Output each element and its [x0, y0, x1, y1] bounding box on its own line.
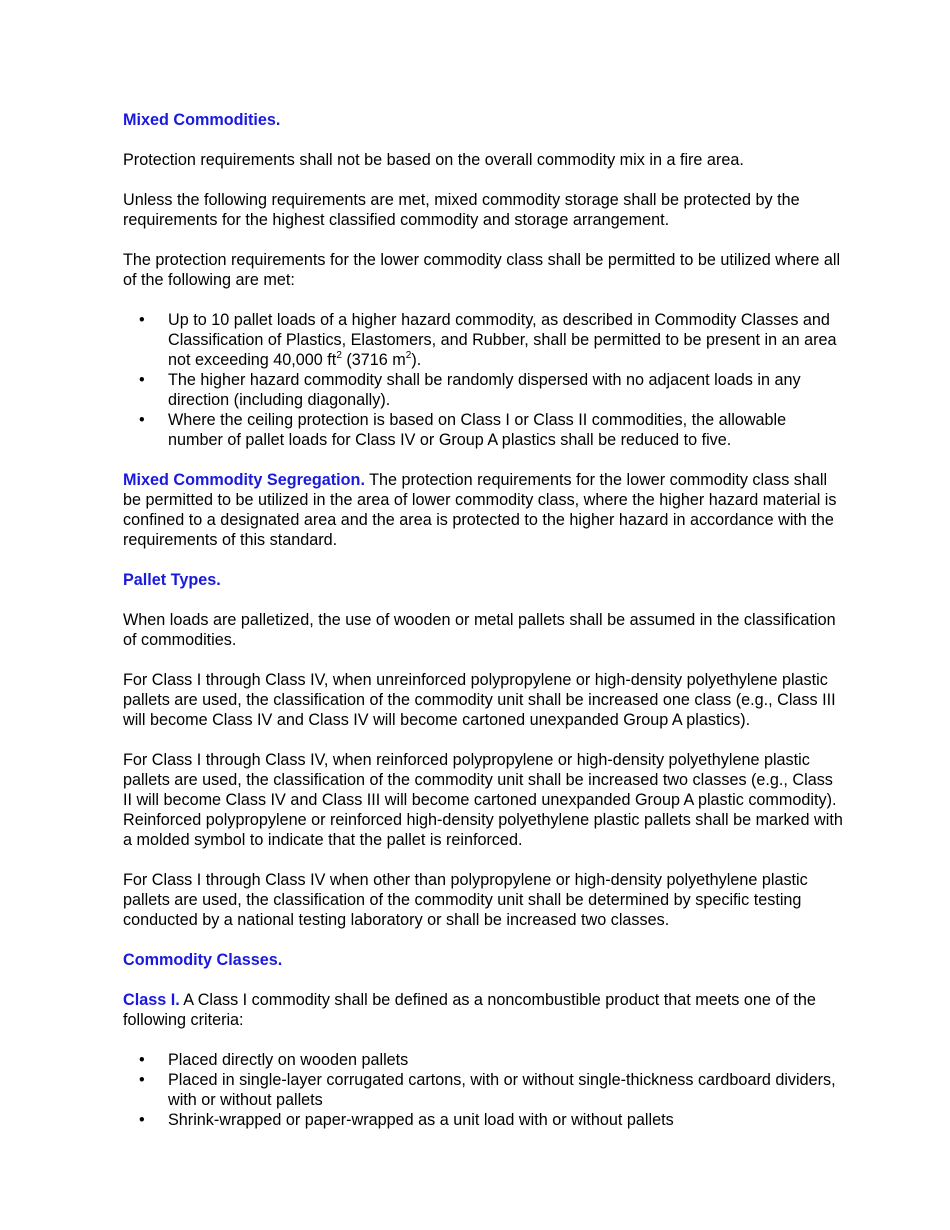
superscript: 2: [405, 349, 412, 361]
paragraph-mix-basis: Protection requirements shall not be based on the overall commodity mix in a fire area.: [123, 151, 744, 169]
paragraph-palletized: When loads are palletized, the use of wooden or metal pallets shall be assumed in the classification of commodities.: [123, 611, 836, 649]
class-1-criteria-list: [123, 1050, 843, 1130]
list-item: • Shrink-wrapped or paper-wrapped as a unit load with or without pallets: [123, 1110, 843, 1130]
list-item-text: ).: [411, 351, 422, 369]
list-item: • The higher hazard commodity shall be randomly dispersed with no adjacent loads in any direction (including diagonally).: [123, 370, 843, 410]
segregation-text: The protection requirements for the lower commodity class shall be permitted to be utilized in the area of lower commodity class, where the higher hazard material is confined to a designated area and the area is protected to the higher hazard in accordance with the requirements of this standard.: [123, 471, 837, 549]
paragraph-highest-class: Unless the following requirements are met, mixed commodity storage shall be protected by the requirements for the highest classified commodity and storage arrangement.: [123, 191, 800, 229]
heading-commodity-classes: Commodity Classes.: [123, 951, 283, 969]
paragraph-unreinforced-pallets: For Class I through Class IV, when unreinforced polypropylene or high-density polyethylene plastic pallets are used, the classification of the commodity unit shall be increased one class (e.g., Class III will become Class IV and Class IV will become cartoned unexpanded Group A plastics).: [123, 671, 836, 729]
list-item: • Where the ceiling protection is based on Class I or Class II commodities, the allowable number of pallet loads for Class IV or Group A plastics shall be reduced to five.: [123, 410, 843, 450]
conditions-list: [123, 310, 843, 450]
heading-pallet-types: Pallet Types.: [123, 571, 221, 589]
paragraph-segregation: [123, 470, 843, 550]
list-item-text: (3716 m: [341, 351, 406, 369]
paragraph-class-1: [123, 990, 843, 1030]
paragraph-lower-class-conditions: The protection requirements for the lower commodity class shall be permitted to be utilized where all of the following are met:: [123, 251, 841, 289]
heading-mixed-commodity-segregation: Mixed Commodity Segregation.: [123, 471, 365, 489]
document-page: [123, 110, 843, 1130]
list-item-text: Up to 10 pallet loads of a higher hazard commodity, as described in Commodity Classes and Classification of Plastics, Elastomers, and Rubber, shall be permitted to be present in an area not exceeding 40,000 ft: [168, 311, 837, 369]
paragraph-other-pallets: For Class I through Class IV when other than polypropylene or high-density polyethylene plastic pallets are used, the classification of the commodity unit shall be determined by specific testing conducted by a national testing laboratory or shall be increased two classes.: [123, 871, 808, 929]
class-1-text: A Class I commodity shall be defined as a noncombustible product that meets one of the following criteria:: [123, 991, 816, 1029]
list-item: • Placed in single-layer corrugated cartons, with or without single-thickness cardboard dividers, with or without pallets: [123, 1070, 843, 1110]
list-item: [123, 310, 843, 370]
list-item: • Placed directly on wooden pallets: [123, 1050, 843, 1070]
heading-mixed-commodities: Mixed Commodities.: [123, 111, 281, 129]
heading-class-1: Class I.: [123, 991, 180, 1009]
superscript: 2: [336, 349, 342, 361]
paragraph-reinforced-pallets: For Class I through Class IV, when reinforced polypropylene or high-density polyethylene plastic pallets are used, the classification of the commodity unit shall be increased two classes (e.g., Class II will become Class IV and Class III will become cartoned unexpanded Group A plastic commodity). Reinforced polypropylene or reinforced high-density polyethylene plastic pallets shall be marked with a molded symbol to indicate that the pallet is reinforced.: [123, 751, 843, 849]
